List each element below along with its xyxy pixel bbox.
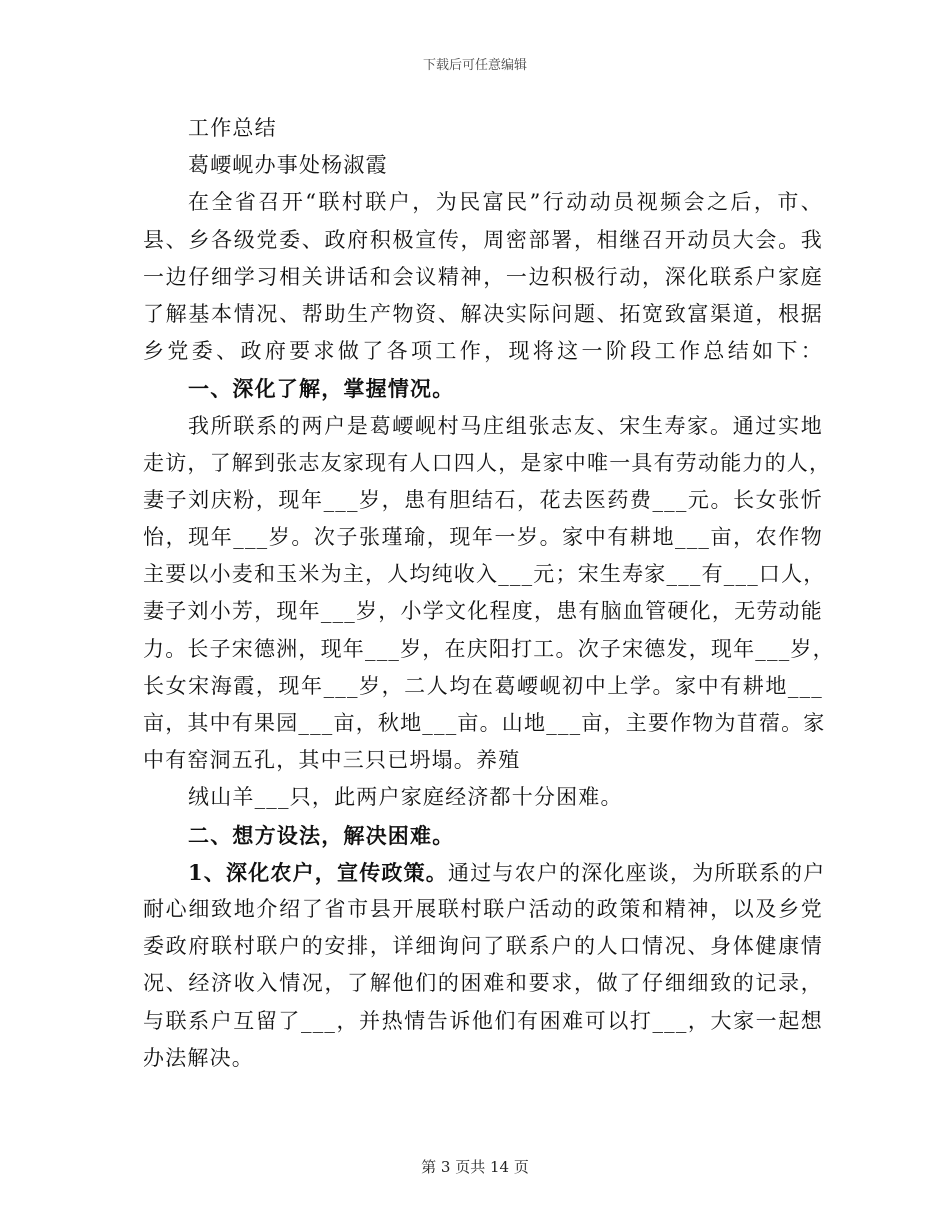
line-text: 长女宋海霞，现年___岁，二人均在葛崾岘初中上学。家中有耕地___ xyxy=(143,673,823,698)
line-text: 妻子刘小芳，现年___岁，小学文化程度，患有脑血管硬化，无劳动能 xyxy=(143,599,823,624)
text-line xyxy=(143,259,823,296)
line-text: 走访，了解到张志友家现有人口四人，是家中唯一具有劳动能力的人， xyxy=(143,450,832,475)
text-line xyxy=(143,556,826,593)
text-line xyxy=(143,519,823,556)
page-header: 下载后可任意编辑 xyxy=(422,58,527,73)
line-text: 县、乡各级党委、政府积极宣传，周密部署，相继召开动员大会。我 xyxy=(143,227,823,252)
text-line xyxy=(143,668,823,705)
text-line xyxy=(143,333,823,370)
line-text: 绒山羊___只，此两户家庭经济都十分困难。 xyxy=(188,785,623,810)
section-heading xyxy=(143,817,823,854)
document-body xyxy=(143,110,835,1077)
text-line xyxy=(143,222,823,259)
text-line xyxy=(143,593,823,630)
subsection-lead: 1、深化农户，宣传政策。 xyxy=(188,859,449,885)
text-line xyxy=(143,631,835,668)
text-line xyxy=(143,184,823,221)
line-text: 与联系户互留了___，并热情告诉他们有困难可以打___，大家一起想 xyxy=(143,1008,823,1033)
text-line xyxy=(143,445,832,482)
line-text: 办法解决。 xyxy=(143,1045,254,1070)
line-text: 了解基本情况、帮助生产物资、解决实际问题、拓宽致富渠道，根据 xyxy=(143,301,823,326)
line-text: 葛崾岘办事处杨淑霞 xyxy=(188,153,388,178)
line-text: 在全省召开“联村联户，为民富民”行动动员视频会之后，市、 xyxy=(188,190,823,215)
text-line xyxy=(143,779,823,816)
line-text: 一边仔细学习相关讲话和会议精神，一边积极行动，深化联系户家庭 xyxy=(143,264,823,289)
text-line xyxy=(143,1040,823,1077)
text-line xyxy=(143,928,823,965)
line-text: 力。长子宋德洲，现年___岁，在庆阳打工。次子宋德发，现年___岁， xyxy=(143,636,835,661)
text-line xyxy=(143,705,826,742)
text-line xyxy=(143,1003,823,1040)
line-text: 亩，其中有果园___亩，秋地___亩。山地___亩，主要作物为苜蓿。家 xyxy=(143,711,826,735)
section-heading xyxy=(143,370,823,407)
line-text: 一、深化了解，掌握情况。 xyxy=(188,376,455,402)
text-line xyxy=(143,482,823,519)
line-text: 乡党委、政府要求做了各项工作，现将这一阶段工作总结如下： xyxy=(143,339,823,364)
page-footer: 第 3 页共 14 页 xyxy=(421,1158,529,1176)
text-line xyxy=(143,408,823,445)
line-text: 耐心细致地介绍了省市县开展联村联户活动的政策和精神，以及乡党 xyxy=(143,896,823,921)
text-line xyxy=(143,147,823,184)
text-line xyxy=(143,854,826,891)
line-text: 主要以小麦和玉米为主，人均纯收入___元；宋生寿家___有___口人， xyxy=(143,562,826,587)
line-text: 况、经济收入情况，了解他们的困难和要求，做了仔细细致的记录， xyxy=(143,971,823,996)
line-text: 中有窑洞五孔，其中三只已坍塌。养殖 xyxy=(143,748,521,773)
line-text: 我所联系的两户是葛崾岘村马庄组张志友、宋生寿家。通过实地 xyxy=(188,413,823,438)
text-line xyxy=(143,965,823,1002)
line-text: 工作总结 xyxy=(188,116,277,140)
text-line xyxy=(143,891,823,928)
text-line xyxy=(143,110,823,147)
text-line xyxy=(143,296,823,333)
line-text: 委政府联村联户的安排，详细询问了联系户的人口情况、身体健康情 xyxy=(143,934,823,959)
line-text: 通过与农户的深化座谈，为所联系的户 xyxy=(448,860,826,885)
text-line xyxy=(143,742,823,779)
line-text: 二、想方设法，解决困难。 xyxy=(188,822,455,848)
line-text: 妻子刘庆粉，现年___岁，患有胆结石，花去医药费___元。长女张忻 xyxy=(143,487,823,512)
line-text: 怡，现年___岁。次子张瑾瑜，现年一岁。家中有耕地___亩，农作物 xyxy=(143,525,823,550)
